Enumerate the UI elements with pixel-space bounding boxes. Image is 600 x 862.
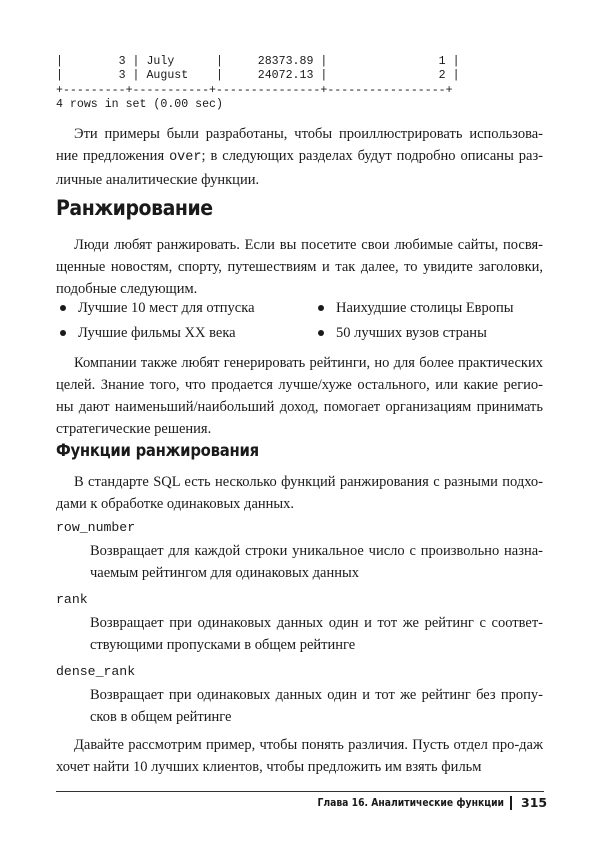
bullet-icon — [60, 330, 66, 336]
intro-paragraph — [56, 123, 543, 191]
sql-standard-paragraph: В стандарте SQL есть несколько функций ранжирования с разными подхо-дами к обработке одинаковых данных. — [56, 474, 543, 512]
function-description: Возвращает при одинаковых данных один и тот же рейтинг с соответ-ствующими пропусками в общем рейтинге — [90, 615, 543, 653]
function-name: dense_rank — [56, 664, 136, 679]
list-item — [60, 300, 255, 317]
footer-separator — [510, 796, 512, 810]
companies-paragraph: Компании также любят генерировать рейтинги, но для более практических целей. Знание того, что продается лучше/хуже остального, или какие регио-ны дают наименьший/наибольший доход, помогает организациям принимать стратегические решения. — [56, 355, 543, 437]
subsection-heading-ranking-functions: Функции ранжирования — [56, 441, 259, 460]
function-name: row_number — [56, 520, 136, 535]
list-item — [318, 325, 487, 342]
list-item — [60, 325, 236, 342]
page-number: 315 — [521, 795, 548, 810]
sql-result-row: | 3 | July | 28373.89 | 1 | — [56, 55, 460, 68]
ranking-paragraph: Люди любят ранжировать. Если вы посетите свои любимые сайты, посвя-щенные новостям, спорту, путешествиям и так далее, то увидите заголовки, подобные следующим. — [56, 237, 543, 297]
footer-divider — [56, 791, 544, 792]
sql-result-summary: 4 rows in set (0.00 sec) — [56, 98, 223, 111]
list-item-text: Лучшие 10 мест для отпуска — [78, 300, 255, 316]
bullet-icon — [318, 330, 324, 336]
section-heading-ranking: Ранжирование — [56, 196, 213, 220]
function-description: Возвращает при одинаковых данных один и тот же рейтинг без пропу-сков в общем рейтинге — [90, 687, 543, 725]
list-item-text: Лучшие фильмы XX века — [78, 325, 236, 341]
inline-code-over: over — [169, 150, 202, 165]
function-name: rank — [56, 592, 88, 607]
list-item-text: Наихудшие столицы Европы — [336, 300, 514, 316]
running-footer-chapter: Глава 16. Аналитические функции — [317, 797, 504, 809]
intro-text-after: ; в следующих разделах будут подробно описаны раз-личные аналитические функции. — [56, 148, 544, 188]
example-paragraph: Давайте рассмотрим пример, чтобы понять различия. Пусть отдел про-даж хочет найти 10 лучших клиентов, чтобы предложить им взять фильм — [56, 737, 543, 775]
list-item-text: 50 лучших вузов страны — [336, 325, 487, 341]
function-description: Возвращает для каждой строки уникальное число с произвольно назна-чаемым рейтингом для одинаковых данных — [90, 543, 543, 581]
list-item — [318, 300, 514, 317]
sql-result-row: | 3 | August | 24072.13 | 2 | — [56, 69, 460, 82]
bullet-icon — [318, 305, 324, 311]
sql-result-border: +---------+-----------+---------------+-----------------+ — [56, 84, 453, 97]
intro-text-before: Эти примеры были разработаны, чтобы проиллюстрировать использова-ние предложения — [56, 126, 543, 164]
bullet-icon — [60, 305, 66, 311]
